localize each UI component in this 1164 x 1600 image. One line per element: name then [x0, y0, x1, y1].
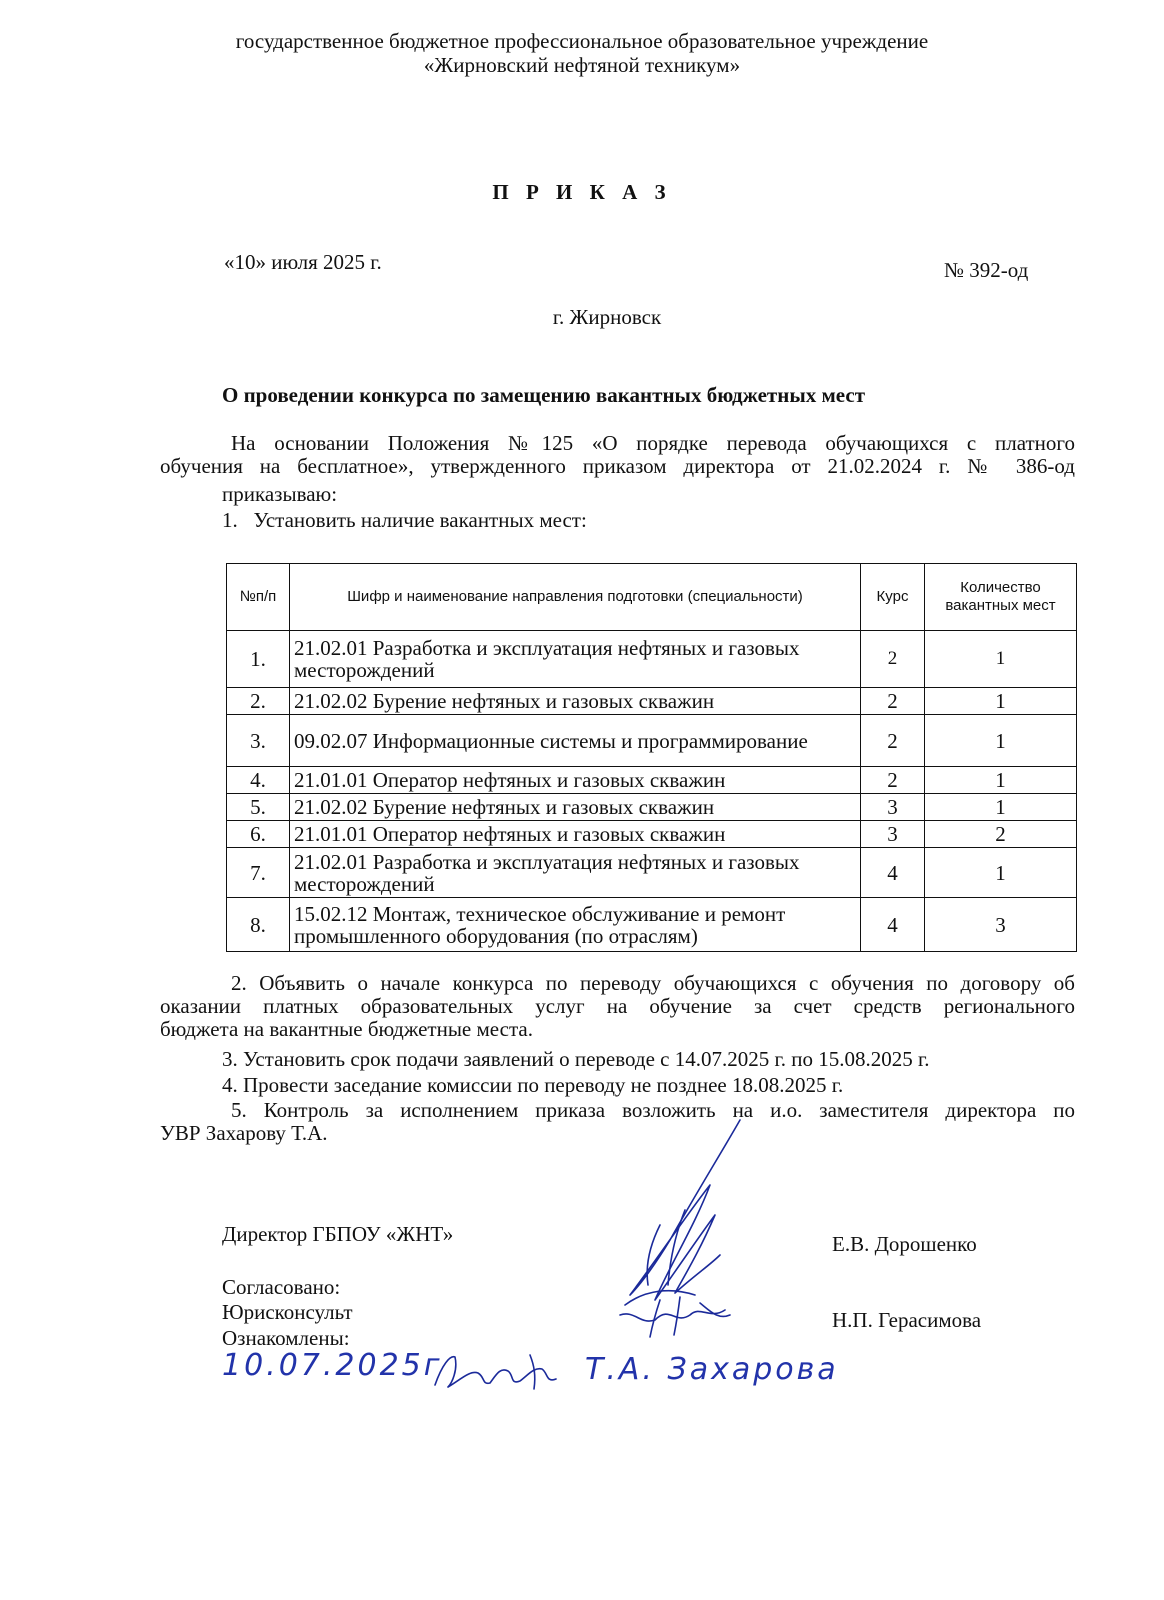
director-name: Е.В. Дорошенко [832, 1232, 977, 1256]
table-row [227, 898, 1077, 952]
row-name: 21.02.02 Бурение нефтяных и газовых скважин [290, 688, 861, 715]
table-row [227, 715, 1077, 767]
row-name: 21.02.01 Разработка и эксплуатация нефтяных и газовых месторождений [290, 631, 861, 688]
row-num: 3. [227, 715, 290, 767]
header-name: Шифр и наименование направления подготовки (специальности) [290, 564, 861, 631]
table-row [227, 794, 1077, 821]
item-5-line2: УВР Захарову Т.А. [160, 1121, 328, 1145]
row-count: 1 [925, 715, 1077, 767]
table-row [227, 848, 1077, 898]
row-num: 2. [227, 688, 290, 715]
row-name: 21.01.01 Оператор нефтяных и газовых скважин [290, 821, 861, 848]
row-num: 4. [227, 767, 290, 794]
lawyer-name: Н.П. Герасимова [832, 1308, 982, 1332]
acquainted-signature [430, 1345, 570, 1395]
item-2 [160, 972, 1075, 1041]
director-signature [600, 1115, 760, 1345]
item-3: 3. Установить срок подачи заявлений о переводе с 14.07.2025 г. по 15.08.2025 г. [222, 1047, 930, 1071]
row-count: 1 [925, 848, 1077, 898]
row-count: 1 [925, 767, 1077, 794]
table-header-row [227, 564, 1077, 631]
order-date: «10» июля 2025 г. [224, 250, 382, 274]
row-course: 2 [861, 688, 925, 715]
row-count: 1 [925, 794, 1077, 821]
header-num: №п/п [227, 564, 290, 631]
row-course: 4 [861, 898, 925, 952]
row-course: 2 [861, 715, 925, 767]
row-course: 4 [861, 848, 925, 898]
document-title: П Р И К А З [492, 180, 672, 204]
row-course: 3 [861, 794, 925, 821]
item-2-line3: бюджета на вакантные бюджетные места. [160, 1017, 533, 1041]
row-count: 1 [925, 631, 1077, 688]
row-count: 1 [925, 688, 1077, 715]
row-num: 1. [227, 631, 290, 688]
row-name: 21.02.01 Разработка и эксплуатация нефтяных и газовых месторождений [290, 848, 861, 898]
row-num: 6. [227, 821, 290, 848]
order-city: г. Жирновск [552, 305, 662, 329]
handwritten-date: 10.07.2025г [222, 1348, 443, 1383]
row-count: 3 [925, 898, 1077, 952]
table-row [227, 631, 1077, 688]
row-course: 2 [861, 767, 925, 794]
acquainted-label: Ознакомлены: [222, 1326, 350, 1350]
row-num: 7. [227, 848, 290, 898]
table-row [227, 821, 1077, 848]
order-subject: О проведении конкурса по замещению вакантных бюджетных мест [222, 383, 866, 407]
header-count: Количество вакантных мест [925, 564, 1077, 631]
item-5-line1: 5. Контроль за исполнением приказа возложить на и.о. заместителя директора по [231, 1098, 1075, 1122]
basis-paragraph [160, 432, 1075, 478]
vacancies-table [226, 563, 1077, 952]
basis-line1: На основании Положения №125 «О порядке перевода обучающихся с платного [231, 431, 1075, 455]
item-2-line2: оказании платных образовательных услуг на обучение за счет средств регионального [160, 994, 1075, 1018]
handwritten-name: Т.А. Захарова [585, 1352, 839, 1387]
org-name-line2: «Жирновский нефтяной техникум» [423, 53, 741, 77]
row-name: 09.02.07 Информационные системы и программирование [290, 715, 861, 767]
item-1: 1. Установить наличие вакантных мест: [222, 508, 587, 532]
agreed-label: Согласовано: [222, 1275, 341, 1299]
header-course: Курс [861, 564, 925, 631]
director-title: Директор ГБПОУ «ЖНТ» [222, 1222, 454, 1246]
row-num: 8. [227, 898, 290, 952]
row-course: 2 [861, 631, 925, 688]
lawyer-title: Юрисконсульт [222, 1300, 353, 1324]
row-course: 3 [861, 821, 925, 848]
row-num: 5. [227, 794, 290, 821]
basis-line2: обучения на бесплатное», утвержденного приказом директора от 21.02.2024 г. № 386-од [160, 454, 1075, 478]
table-row [227, 767, 1077, 794]
basis-order-word: приказываю: [222, 482, 338, 506]
org-name-line1: государственное бюджетное профессиональное образовательное учреждение [235, 29, 929, 53]
row-name: 21.02.02 Бурение нефтяных и газовых скважин [290, 794, 861, 821]
row-name: 21.01.01 Оператор нефтяных и газовых скважин [290, 767, 861, 794]
row-name: 15.02.12 Монтаж, техническое обслуживание и ремонт промышленного оборудования (по отраслям) [290, 898, 861, 952]
order-number: № 392-од [944, 258, 1029, 282]
item-2-line1: 2. Объявить о начале конкурса по переводу обучающихся с обучения по договору об [231, 971, 1075, 995]
item-4: 4. Провести заседание комиссии по переводу не позднее 18.08.2025 г. [222, 1073, 844, 1097]
table-row [227, 688, 1077, 715]
row-count: 2 [925, 821, 1077, 848]
